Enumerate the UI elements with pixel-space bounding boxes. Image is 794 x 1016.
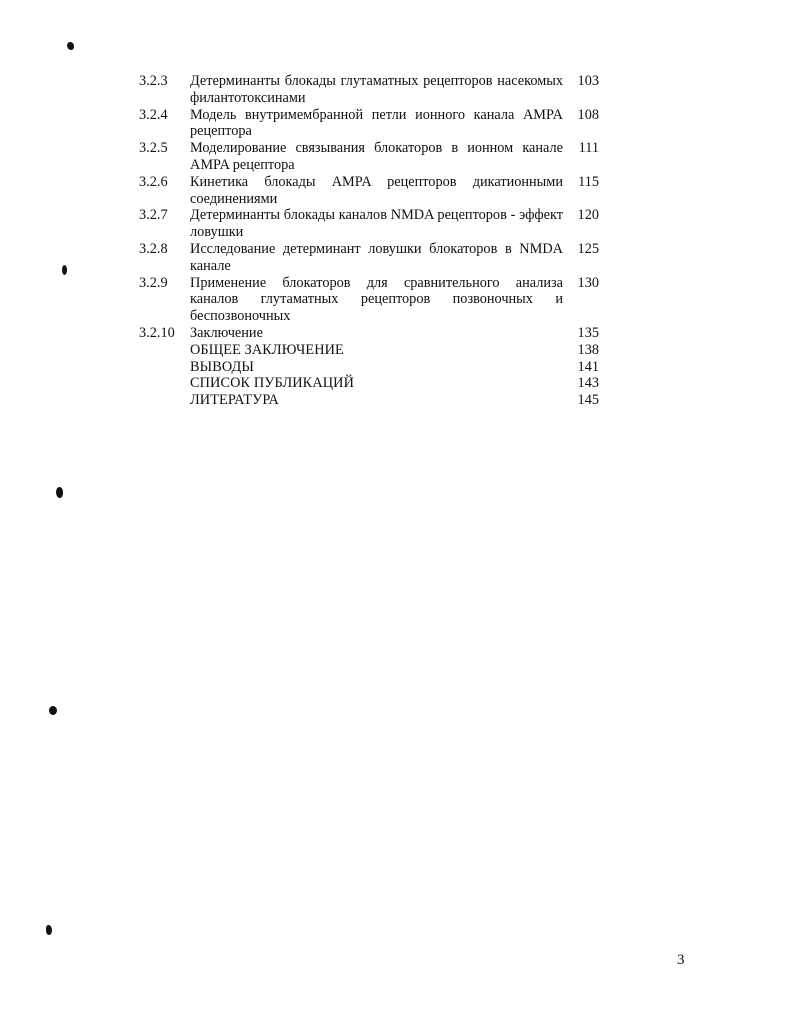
- toc-entry-number: 3.2.4: [139, 106, 168, 123]
- toc-entry: [139, 342, 601, 359]
- toc-entry-page: 130: [577, 274, 599, 291]
- toc-entry-page: 143: [577, 375, 599, 392]
- toc-entry-title: Исследование детерминант ловушки блокаторов в NMDA канале: [190, 240, 563, 274]
- scan-blot: [56, 487, 63, 498]
- toc-entry: [139, 275, 601, 325]
- toc-entry-page: 145: [577, 392, 599, 409]
- toc-entry-title: Моделирование связывания блокаторов в ионном канале AMPA рецептора: [190, 140, 563, 173]
- toc-entry-page: 138: [577, 341, 599, 358]
- toc-entry-title: ОБЩЕЕ ЗАКЛЮЧЕНИЕ: [190, 341, 344, 358]
- scan-blot: [67, 42, 74, 50]
- toc-entry: [139, 375, 601, 392]
- toc-entry-number: 3.2.7: [139, 207, 168, 224]
- toc-entry: [139, 174, 601, 208]
- scan-blot: [62, 265, 67, 275]
- toc-entry-number: 3.2.9: [139, 274, 168, 291]
- toc-entry-title: ЛИТЕРАТУРА: [190, 392, 279, 409]
- toc-entry-title: Применение блокаторов для сравнительного анализа каналов глутаматных рецепторов позвоночных и беспозвоночных: [190, 274, 563, 325]
- toc-entry-page: 108: [577, 106, 599, 123]
- toc-entry-page: 125: [577, 240, 599, 257]
- toc-entry: [139, 73, 601, 107]
- toc-entry-title: Заключение: [190, 324, 263, 341]
- toc-entry-page: 115: [578, 173, 599, 190]
- scan-blot: [49, 706, 57, 715]
- toc-entry: [139, 207, 601, 241]
- scan-blot: [46, 925, 52, 935]
- toc-entry-page: 120: [577, 207, 599, 224]
- toc-entry-number: 3.2.6: [139, 173, 168, 190]
- toc-entry-number: 3.2.5: [139, 140, 168, 157]
- toc-entry-number: 3.2.8: [139, 240, 168, 257]
- toc-entry: [139, 392, 601, 409]
- toc-entry-title: Детерминанты блокады глутаматных рецепторов насекомых филантотоксинами: [190, 73, 563, 106]
- toc-entry-number: 3.2.3: [139, 73, 168, 89]
- toc-entry-title: Модель внутримембранной петли ионного канала AMPA рецептора: [190, 106, 563, 140]
- toc-entry-page: 111: [578, 140, 599, 157]
- toc-entry-title: Детерминанты блокады каналов NMDA рецепторов - эффект ловушки: [190, 207, 563, 241]
- toc-entry-title: Кинетика блокады AMPA рецепторов дикатионными соединениями: [190, 173, 563, 207]
- toc-entry-title: ВЫВОДЫ: [190, 358, 254, 375]
- toc-entry-page: 103: [577, 73, 599, 89]
- toc-entry: [139, 359, 601, 376]
- toc-entry-number: 3.2.10: [139, 324, 175, 341]
- toc-entry-page: 135: [577, 324, 599, 341]
- toc-entry-page: 141: [577, 358, 599, 375]
- toc-entry-title: СПИСОК ПУБЛИКАЦИЙ: [190, 375, 355, 392]
- toc-entry: [139, 325, 601, 342]
- page-number: 3: [677, 952, 685, 968]
- table-of-contents: [139, 73, 601, 409]
- toc-entry: [139, 241, 601, 275]
- toc-entry: [139, 140, 601, 174]
- toc-entry: [139, 107, 601, 141]
